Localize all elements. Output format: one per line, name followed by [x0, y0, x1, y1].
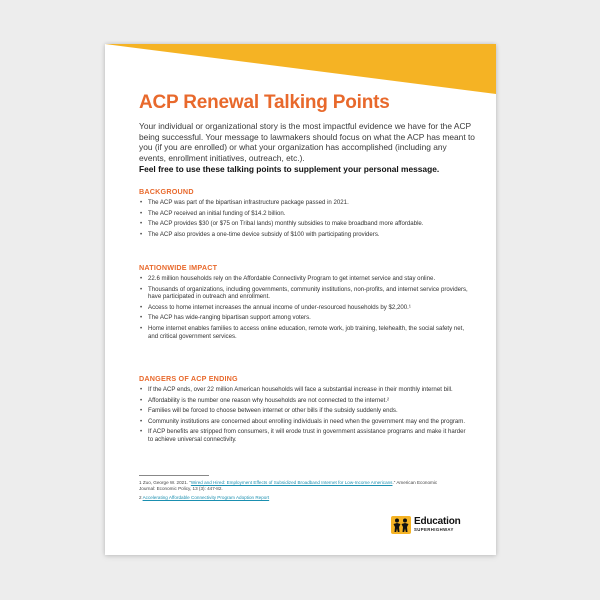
section-heading: NATIONWIDE IMPACT	[139, 263, 218, 272]
footnote-link[interactable]: Wired and Hired: Employment Effects of Subsidized Broadband Internet for Low-Income Americans	[190, 480, 393, 485]
page-title: ACP Renewal Talking Points	[139, 92, 390, 113]
bullet-list	[139, 275, 469, 340]
section-heading: DANGERS OF ACP ENDING	[139, 374, 238, 383]
list-item: • The ACP provides $30 (or $75 on Tribal lands) monthly subsidies to make broadband more affordable.	[139, 220, 469, 228]
intro-paragraph	[139, 121, 475, 175]
list-item: • The ACP also provides a one-time device subsidy of $100 with participating providers.	[139, 231, 469, 239]
intro-bold-text: Feel free to use these talking points to supplement your personal message.	[139, 163, 440, 174]
list-item: • Community institutions are concerned about enrolling individuals in need when the government may end the program.	[139, 418, 469, 426]
footnote-1	[139, 480, 439, 492]
bullet-list	[139, 199, 469, 238]
footnote-link[interactable]: Accelerating Affordable Connectivity Program Adoption Report	[142, 495, 270, 500]
logo-subtitle: SUPERHIGHWAY	[414, 527, 454, 532]
logo-name: Education	[414, 516, 461, 527]
list-item: • Home internet enables families to access online education, remote work, job training, telehealth, the social safety net, and critical government services.	[139, 325, 469, 340]
list-item: • If ACP benefits are stripped from consumers, it will erode trust in government assistance programs and make it harder to achieve universal connectivity.	[139, 428, 469, 443]
list-item: • Thousands of organizations, including governments, community institutions, non-profits, and internet service providers, have participated in outreach and enrollment.	[139, 286, 469, 301]
list-item: • Affordability is the number one reason why households are not connected to the internet.²	[139, 397, 469, 405]
bullet-list	[139, 386, 469, 444]
footnote-prefix: 2	[139, 495, 143, 500]
list-item: • Families will be forced to choose between internet or other bills if the subsidy suddenly ends.	[139, 407, 469, 415]
list-item: • Access to home internet increases the annual income of under-resourced households by $2,200.¹	[139, 304, 469, 312]
list-item: • If the ACP ends, over 22 million American households will face a substantial increase in their monthly internet bill.	[139, 386, 469, 394]
list-item: • 22.6 million households rely on the Affordable Connectivity Program to get internet service and stay online.	[139, 275, 469, 283]
section-nationwide-impact	[139, 263, 469, 343]
banner-stripe	[105, 44, 496, 94]
section-background	[139, 187, 469, 241]
intro-text: Your individual or organizational story is the most impactful evidence we have for the ACP being successful. Your message to lawmakers should focus on what the ACP has meant to you (if you are enrolled) or what your organization has accomplished (including any events, enrollment initiatives, outreach, etc.).	[139, 121, 475, 164]
document-page	[105, 44, 496, 555]
list-item: • The ACP was part of the bipartisan infrastructure package passed in 2021.	[139, 199, 469, 207]
footnote-suffix: .” American Economic Journal: Economic Policy, 13 (3): 447-82.	[139, 480, 438, 491]
list-item: • The ACP has wide-ranging bipartisan support among voters.	[139, 314, 469, 322]
footnote-divider	[139, 475, 209, 476]
people-icon	[391, 516, 411, 534]
list-item: • The ACP received an initial funding of $14.2 billion.	[139, 210, 469, 218]
footnote-2	[139, 495, 439, 501]
section-heading: BACKGROUND	[139, 187, 194, 196]
section-dangers	[139, 374, 469, 447]
footnotes	[139, 480, 439, 504]
footnote-prefix: 1 Zuo, George W. 2021. “	[139, 480, 191, 485]
logo	[391, 515, 471, 535]
